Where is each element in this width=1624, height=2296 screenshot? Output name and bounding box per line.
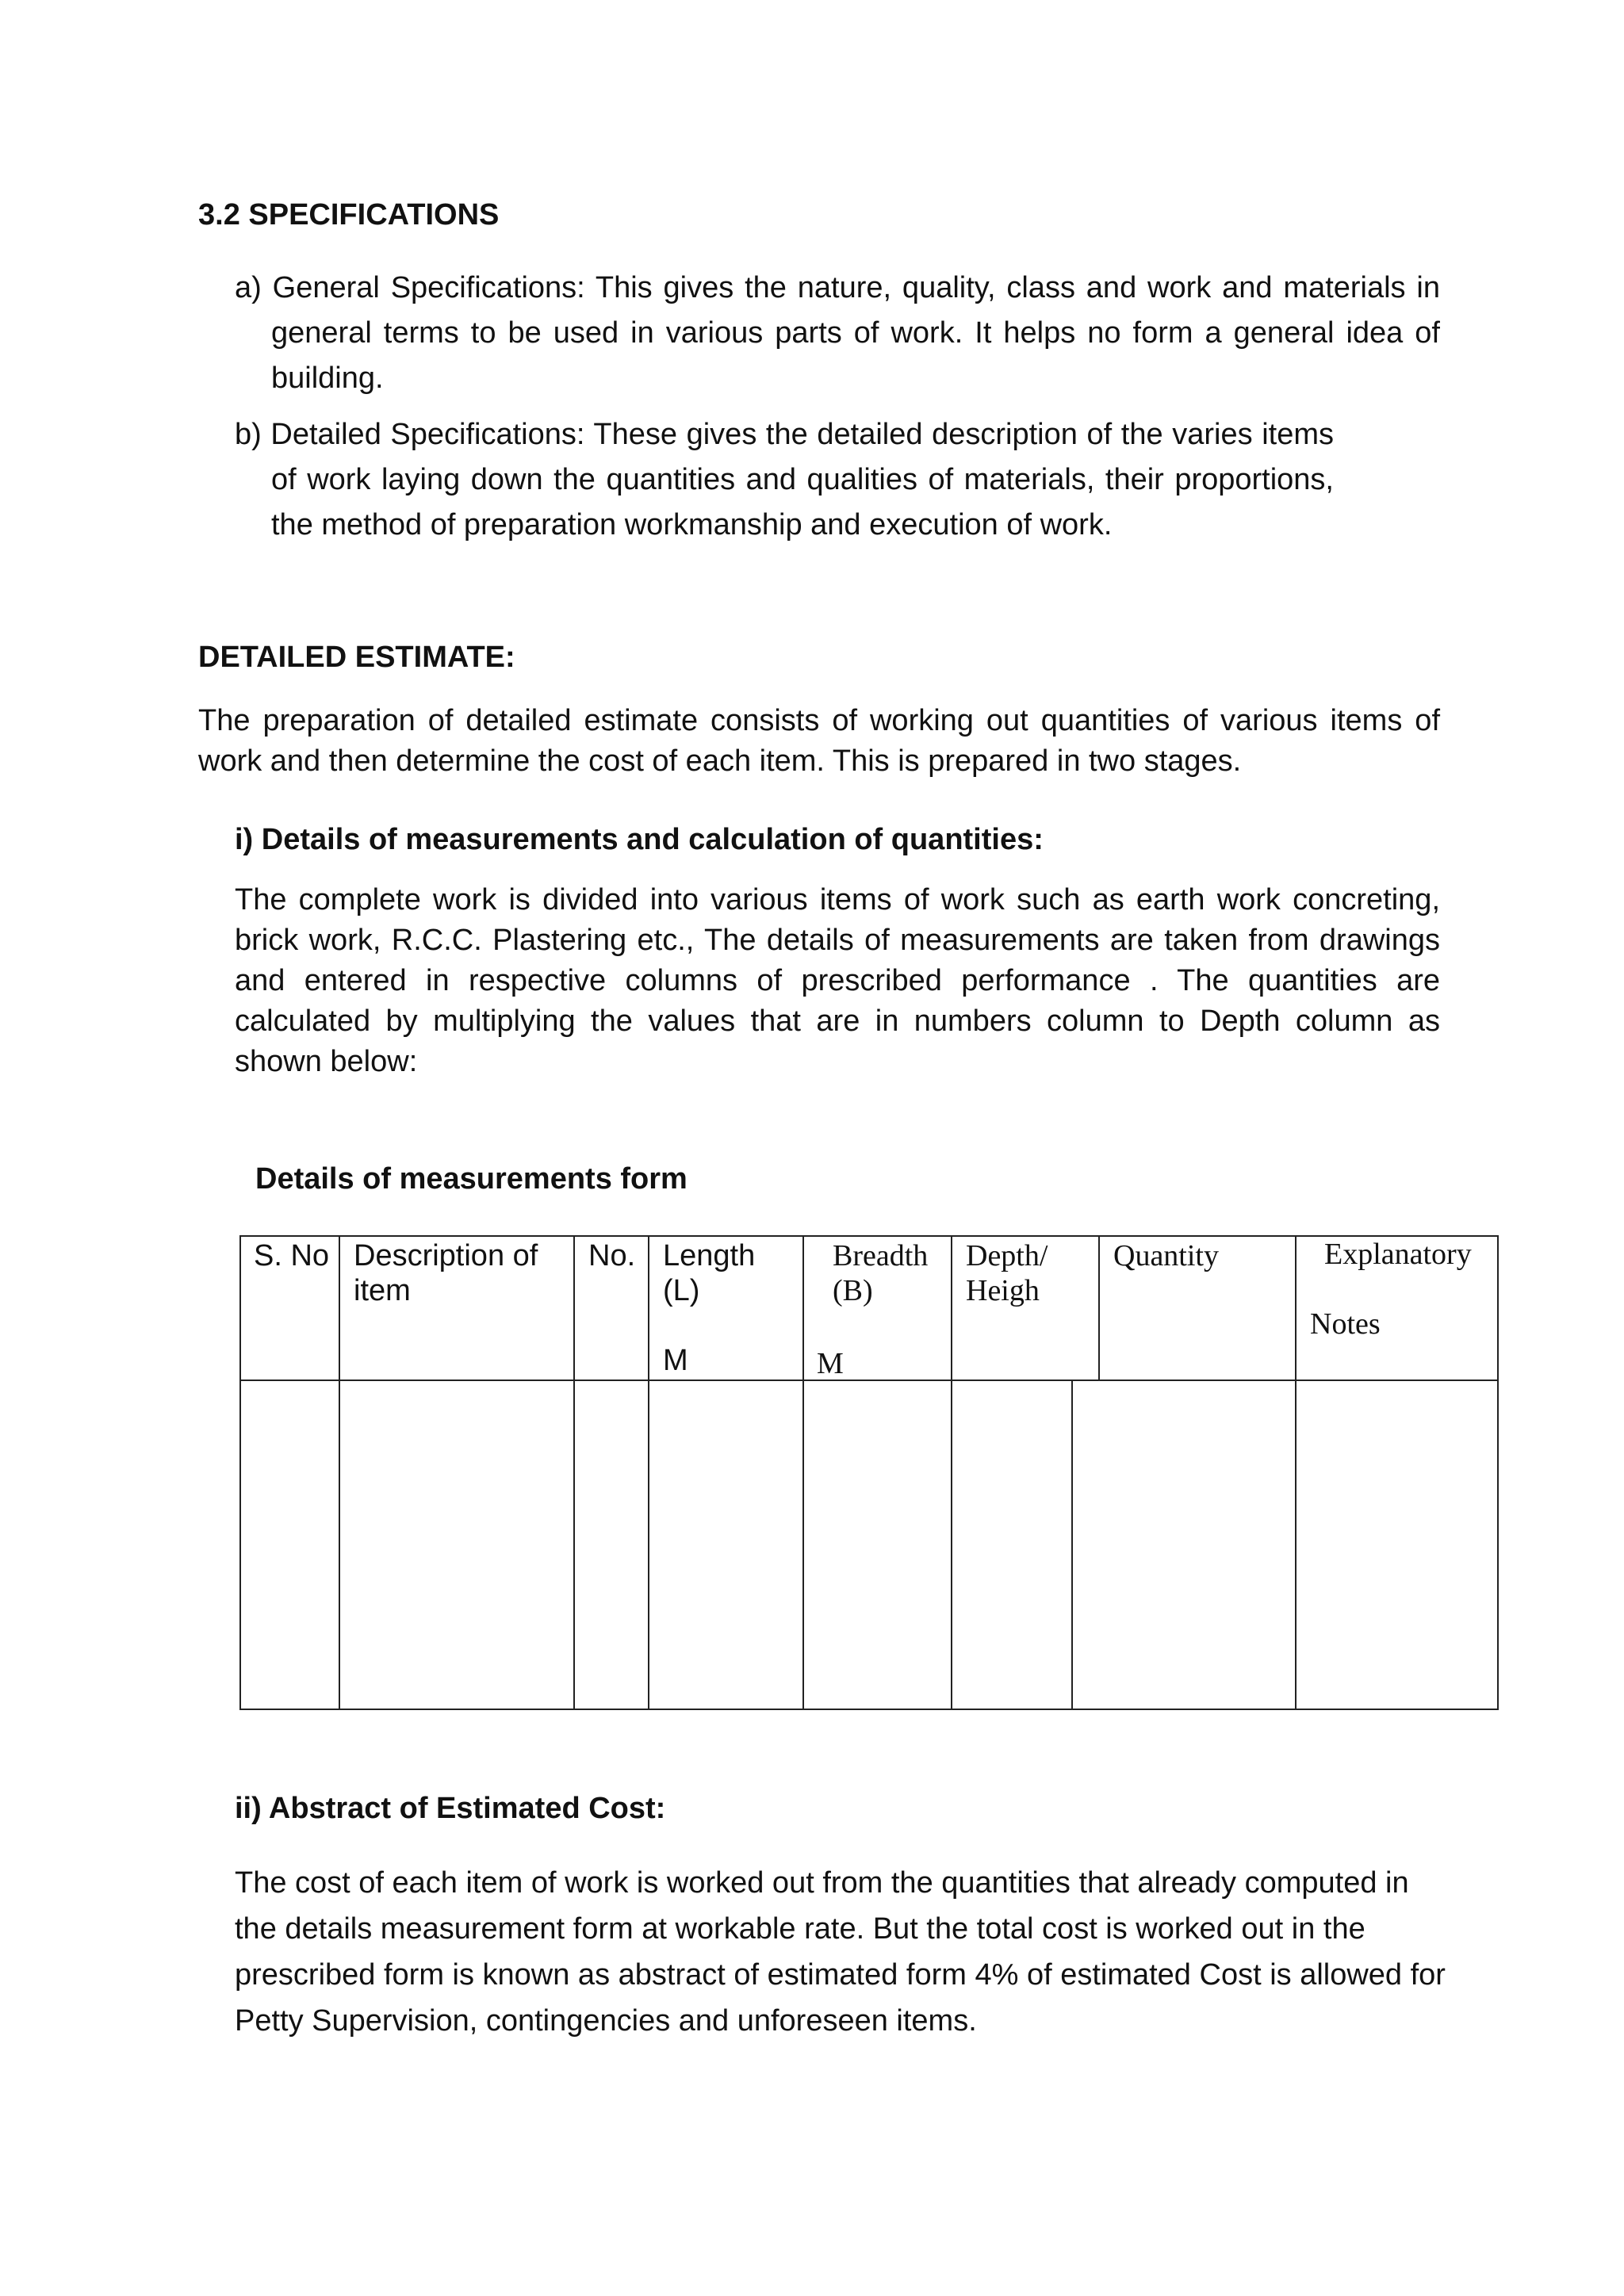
header-breadth-line2: (B) [833, 1274, 873, 1307]
spec-item-general: a) General Specifications: This gives the nature, quality, class and work and materials in general terms to be used in various parts of work. It helps no form a general idea of building. [235, 271, 1440, 395]
header-breadth-unit: M [817, 1347, 844, 1380]
form-title: Details of measurements form [255, 1162, 688, 1196]
abstract-text: The cost of each item of work is worked out from the quantities that already computed in the details measurement form at workable rate. But the total cost is worked out in the prescribed form is known as abstract of estimated form 4% of estimated Cost is allowed for Petty Supervision, contingencies and unforeseen items. [235, 1866, 1446, 2038]
detailed-estimate-intro: The preparation of detailed estimate consists of working out quantities of various items of work and then determine the cost of each item. This is prepared in two stages. [198, 704, 1440, 778]
detailed-estimate-title: DETAILED ESTIMATE: [198, 641, 515, 674]
spec-item-detailed: b) Detailed Specifications: These gives the detailed description of the varies items of work laying down the quantities and qualities of materials, their proportions, the method of preparation workmanship and execution of work. [235, 418, 1334, 541]
header-length-unit: M [663, 1344, 688, 1377]
measurements-text: The complete work is divided into various items of work such as earth work concreting, brick work, R.C.C. Plastering etc., The details of measurements are taken from drawings and entered in respective columns of prescribed performance . The quantities are calculated by multiplying the values that are in numbers column to Depth column as shown below: [235, 883, 1440, 1078]
header-notes-line2: Notes [1310, 1307, 1381, 1341]
header-length-line1: Length [663, 1239, 756, 1272]
header-notes-line1: Explanatory [1324, 1238, 1472, 1271]
header-length-line2: (L) [663, 1274, 700, 1307]
header-breadth-line1: Breadth [833, 1239, 929, 1272]
header-depth-line2: Heigh [966, 1274, 1040, 1307]
measurements-subtitle: i) Details of measurements and calculation of quantities: [235, 823, 1044, 856]
header-description-line2: item [354, 1274, 411, 1307]
section-title: 3.2 SPECIFICATIONS [198, 198, 500, 232]
header-depth-line1: Depth/ [966, 1239, 1048, 1272]
abstract-title: ii) Abstract of Estimated Cost: [235, 1792, 666, 1825]
header-no: No. [588, 1239, 636, 1272]
header-quantity: Quantity [1113, 1239, 1219, 1272]
header-sno: S. No [254, 1239, 330, 1272]
header-description-line1: Description of [354, 1239, 538, 1272]
